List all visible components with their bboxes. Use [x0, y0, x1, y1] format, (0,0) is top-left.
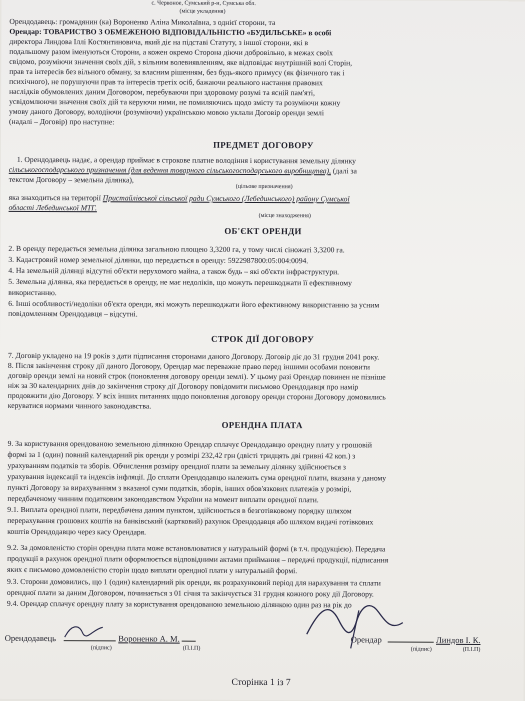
section-term-heading: СТРОК ДІЇ ДОГОВОРУ	[211, 333, 315, 345]
rent-p9f: передбаченому чинним податковим законодавством України на момент виплати орендної плати.	[7, 493, 319, 505]
object-p3: 3. Кадастровий номер земельної ділянки, що передається в оренду: 5922987800:05:004:0094.	[8, 254, 309, 266]
location-text: Пристайлівської сільської ради Сумського (Лебединського) району Сумської	[102, 193, 350, 204]
subject-p1a: 1. Орендодавець надає, а орендар приймає в строкове платне володіння і користування земельну ділянку	[16, 154, 356, 166]
handwritten-signature-landlord	[61, 619, 107, 643]
section-rent-heading: ОРЕНДНА ПЛАТА	[221, 419, 303, 431]
section-subject-heading: ПРЕДМЕТ ДОГОВОРУ	[213, 139, 314, 151]
object-p5a: 5. Земельна ділянка, яка передається в оренду, не має недоліків, що можуть перешкоджати її ефективному	[8, 276, 352, 288]
handwritten-signature-tenant	[299, 590, 409, 652]
term-p8b: договір оренди землі на новий строк (поновлення договору оренди землі). У цьому разі Орендар повинен не пізніше	[7, 370, 386, 382]
rent-p9d: урахування індексації та індексів інфляції. До сплати Орендодавцю належить сума орендної плати, вказана у даному	[7, 471, 387, 483]
purpose-caption: (цільове призначення)	[235, 183, 293, 191]
term-p7: 7. Договір укладено на 19 років з дати підписання сторонами даного Договору. Договір діє до 31 грудня 2041 року.	[7, 350, 380, 362]
rent-p9a: 9. За користування орендованою земельною ділянкою Орендар сплачує Орендодавцю орендну плату у грошовій	[7, 438, 372, 450]
rent-p9b: формі за 1 (один) повний календарний рік оренди у розмірі 232,42 грн (двісті тридцять дві гривні 42 коп.) з	[7, 449, 356, 461]
intro-line-8: наслідків обумовлених даним Договором, перебуваючи при здоровому розумі та ясній пам'яті,	[9, 86, 315, 98]
landlord-name: Вороненко А. М.	[118, 633, 180, 644]
intro-line-3: директора Линдова Іллі Костянтиновича, який діє на підставі Статуту, з іншої сторони, які в	[9, 36, 309, 48]
purpose-tail: (далі за	[332, 166, 357, 176]
landlord-sign-caption: (підпис)	[90, 645, 112, 652]
intro-line-10: умову даного Договору, володіючи (розуміючи) українською мовою уклали Договір оренди землі	[9, 106, 324, 118]
location-caption: (місце знаходження)	[258, 212, 311, 220]
location-text-2: області Лебединської МТГ.	[8, 202, 97, 213]
tenant-name-caption: (П.І.П)	[462, 646, 481, 653]
object-p5b: використанню.	[8, 287, 57, 298]
place-caption: (місце укладення)	[179, 8, 226, 15]
intro-line-4: подальшому разом іменуються Сторони, а кожен окремо Сторона діючи добровільно, в межах своїх	[9, 46, 333, 58]
object-p2: 2. В оренду передається земельна ділянка загальною площею 3,3200 га, у тому числі сіножаті 3,3200 га.	[8, 243, 345, 255]
rent-p91b: перерахування грошових коштів на банківський (картковий) рахунок Орендодавця або шляхом видачі готівкових	[7, 515, 374, 527]
term-p8c: ніж за 30 календарних днів до закінчення строку дії Договору повідомити письмово Орендодавця про намір	[7, 380, 359, 392]
location-label: яка знаходиться на території	[8, 192, 101, 203]
intro-line-9: усвідомлюючи значення своїх дій та керуючи ними, не помиляючись щодо змісту та розуміючи кожну	[9, 96, 341, 108]
rent-p9e: пункті Договору за вирахуванням з вказаної суми податків, зборів, інших обов'язкових платежів у розмірі,	[7, 482, 352, 494]
landlord-name-line	[182, 641, 196, 642]
intro-line-7: психічного), не порушуючи прав та інтересів третіх осіб, бажаючи реального настання правових	[9, 76, 323, 88]
intro-line-landlord: Орендодавець: громадянин (ка) Вороненко Аліна Миколаївна, з однієї сторони, та	[9, 16, 276, 28]
rent-p92c: яких є письмово домовленістю сторін щодо виплати орендної плати у натуральній формі.	[7, 564, 298, 576]
term-p8e: керуватися нормами чинного законодавства.	[7, 400, 152, 411]
landlord-name-caption: (П.І.П)	[182, 645, 201, 652]
rent-p91c: коштів Орендодавцю через касу Орендаря.	[7, 526, 147, 537]
object-p6b: повідомленням Орендодавця – відсутні.	[8, 308, 138, 319]
section-object-heading: ОБ'ЄКТ ОРЕНДИ	[224, 225, 302, 237]
subject-p1c: текстом Договору – земельна ділянка),	[8, 174, 134, 185]
intro-line-6: прав та інтересів без вільного обману, за власним рішенням, без будь-якого примусу (як фізичного так і	[9, 66, 345, 78]
rent-p93b: орендної плати за даним Договором, починається з 01 січня та закінчується 31 грудня кожного року дії Договору.	[6, 587, 374, 599]
rent-p9c: урахуванням податків та зборів. Обчислення розміру орендної плати за земельну ділянку здійснюється з	[7, 460, 346, 472]
rent-p93a: 9.3. Сторони домовились, що 1 (один) календарний рік оренди, як розрахунковий період для нарахування та сплати	[6, 576, 381, 588]
tenant-sign-caption: (підпис)	[410, 646, 432, 653]
term-p8d: продовжити дію Договору. У всіх інших питаннях щодо поновлення договору оренди сторони Договору домовились	[7, 390, 386, 402]
intro-line-11: (надалі – Договір) про наступне:	[8, 116, 115, 127]
tenant-name: Линдов І. К.	[436, 634, 481, 645]
page-number: Сторінка 1 із 7	[231, 677, 291, 689]
landlord-label: Орендодавець	[4, 632, 57, 644]
object-p4: 4. На земельній ділянці відсутні об'єкти нерухомого майна, а також будь – які об'єкти інфраструктури.	[8, 265, 340, 277]
rent-p94: 9.4. Орендар сплачує орендну плату за користування орендованою земельною ділянкою один раз на рік до	[6, 598, 352, 610]
rent-p92b: продукції в рахунок орендної плати оформлюється відповідними актами приймання – передачі продукції, підписання	[7, 553, 389, 565]
purpose-text: сільськогосподарського призначення (для ведення товарного сільськогосподарського виробництва),	[8, 164, 331, 176]
term-p8a: 8. Після закінчення строку дії даного Договору, Орендар має переважне право перед іншими особами поновити	[7, 360, 370, 372]
intro-line-tenant: Орендар: ТОВАРИСТВО З ОБМЕЖЕНОЮ ВІДПОВІДАЛЬНІСТЮ «БУДИЛЬСЬКЕ» в особі	[9, 26, 332, 38]
object-p6a: 6. Інші особливості/недоліки об'єкта оренди, які можуть перешкоджати його ефективному використанню за усним	[8, 298, 380, 310]
intro-line-5: свідомо, розуміючи значення своїх дій, з вільним волевиявленням, яке відповідає внутрішній волі Сторін,	[9, 56, 353, 68]
tenant-label: Орендар	[350, 634, 382, 645]
rent-p92a: 9.2. За домовленістю сторін орендна плата може встановлюватися у натуральній формі (в т.ч. продукцією). Передача	[7, 542, 386, 554]
rent-p91a: 9.1. Виплата орендної плати, передбачена даним пунктом, здійснюється в безготівковому порядку шляхом	[7, 504, 352, 516]
place-line: с. Червоное, Сумський р-н, Сумська обл.	[151, 0, 256, 7]
